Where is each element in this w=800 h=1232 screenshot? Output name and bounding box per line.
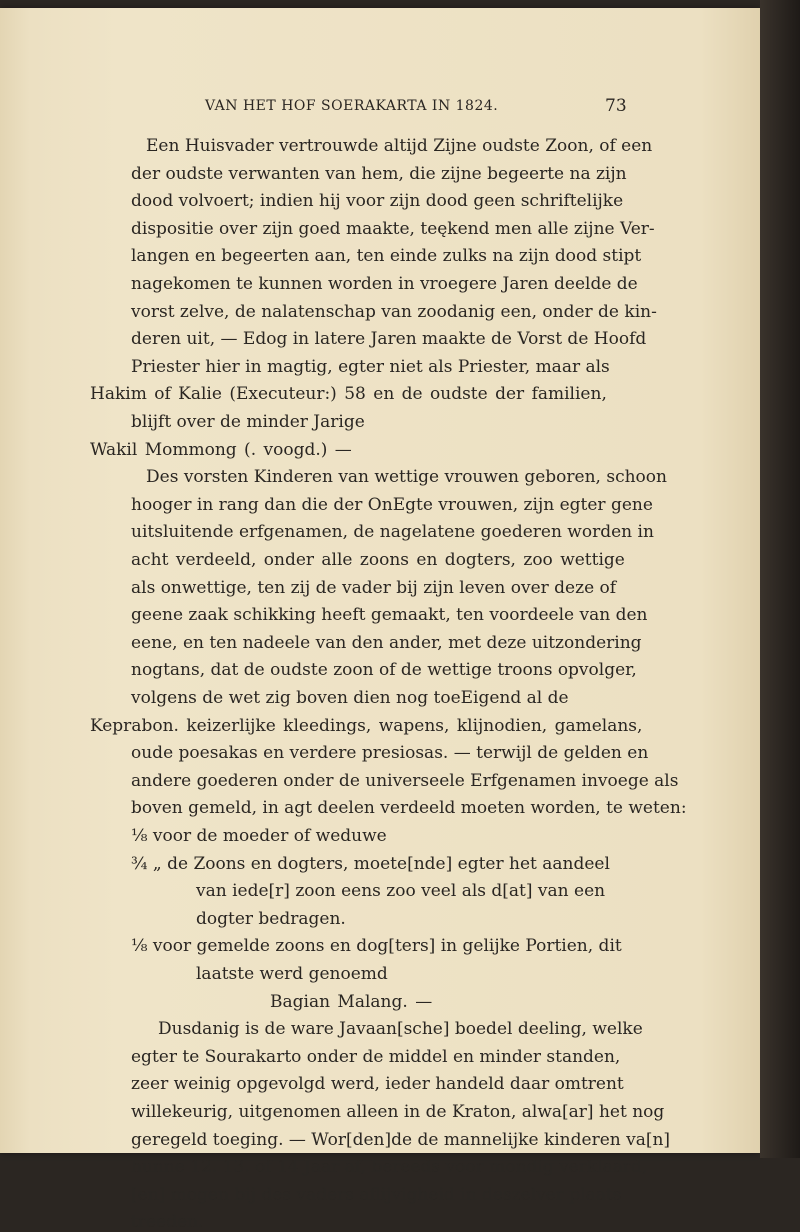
text-line: nogtans, dat de oudste zoon of de wettige troons opvolger, (131, 660, 637, 680)
text-line: treeden. (131, 1212, 204, 1232)
text-line: volgens de wet zig boven dien nog toeEigend al de (131, 688, 569, 708)
text-line: Wakil Mommong (. voogd.) — (90, 440, 352, 460)
text-line: deren uit, — Edog in latere Jaren maakte de Vorst de Hoofd (131, 329, 647, 349)
book-page (0, 8, 760, 1232)
text-line: dood volvoert; indien hij voor zijn dood geen schriftelijke (131, 191, 624, 211)
text-line: vorst zelve, de nalatenschap van zoodanig een, onder de kin- (131, 302, 657, 322)
text-line: hooger in rang dan die der OnEgte vrouwen, zijn egter gene (131, 495, 653, 515)
text-line: blijft over de minder Jarige (131, 412, 365, 432)
text-line: dogter bedragen. (196, 909, 346, 929)
text-line: ⅛ voor de moeder of weduwe (131, 826, 387, 846)
text-line: boven gemeld, in agt deelen verdeeld moeten worden, te weten: (131, 798, 687, 818)
text-line: willekeurig, uitgenomen alleen in de Kraton, alwa[ar] het nog (131, 1102, 665, 1122)
text-line: hunne 12. 13. of 14 Jaar af, bereeds voor mondig verklaard, (131, 1157, 648, 1177)
running-head: VAN HET HOF SOERAKARTA IN 1824. (205, 98, 499, 114)
text-line: [en] mogen bij des vaders aflijvigheid in deszelver plaats (131, 1185, 622, 1205)
text-line: nagekomen te kunnen worden in vroegere Jaren deelde de (131, 274, 638, 294)
text-line: Een Huisvader vertrouwde altijd Zijne oudste Zoon, of een (146, 136, 653, 156)
text-line: langen en begeerten aan, ten einde zulks na zijn dood stipt (131, 246, 642, 266)
text-line: Keprabon. keizerlijke kleedings, wapens, klijnodien, gamelans, (90, 716, 643, 736)
text-line: geregeld toeging. — Wor[den]de de mannelijke kinderen va[n] (131, 1130, 671, 1150)
text-line: uitsluitende erfgenamen, de nagelatene goederen worden in (131, 522, 654, 542)
text-line: laatste werd genoemd (196, 964, 388, 984)
text-line: ⅛ voor gemelde zoons en dog[ters] in gelijke Portien, dit (131, 936, 622, 956)
text-line: andere goederen onder de universeele Erfgenamen invoege als (131, 771, 679, 791)
text-line: Des vorsten Kinderen van wettige vrouwen geboren, schoon (146, 467, 667, 487)
text-line: Bagian Malang. — (270, 992, 433, 1012)
page-number: 73 (605, 96, 627, 116)
text-line: der oudste verwanten van hem, die zijne begeerte na zijn (131, 164, 627, 184)
text-line: zeer weinig opgevolgd werd, ieder handeld daar omtrent (131, 1074, 624, 1094)
book-edge (760, 0, 800, 1158)
text-line: ¾ „ de Zoons en dogters, moete[nde] egter het aandeel (131, 854, 610, 874)
text-line: dispositie over zijn goed maakte, teękend men alle zijne Ver- (131, 219, 655, 239)
text-line: Dusdanig is de ware Javaan[sche] boedel deeling, welke (158, 1019, 643, 1039)
text-line: egter te Sourakarto onder de middel en minder standen, (131, 1047, 621, 1067)
text-line: als onwettige, ten zij de vader bij zijn leven over deze of (131, 578, 617, 598)
text-line: oude poesakas en verdere presiosas. — terwijl de gelden en (131, 743, 649, 763)
text-line: Priester hier in magtig, egter niet als Priester, maar als (131, 357, 610, 377)
text-line: geene zaak schikking heeft gemaakt, ten voordeele van den (131, 605, 648, 625)
text-line: acht verdeeld, onder alle zoons en dogters, zoo wettige (131, 550, 625, 570)
text-line: Hakim of Kalie (Executeur:) 58 en de oudste der familien, (90, 384, 607, 404)
text-line: eene, en ten nadeele van den ander, met deze uitzondering (131, 633, 642, 653)
text-line: van iede[r] zoon eens zoo veel als d[at] van een (196, 881, 606, 901)
